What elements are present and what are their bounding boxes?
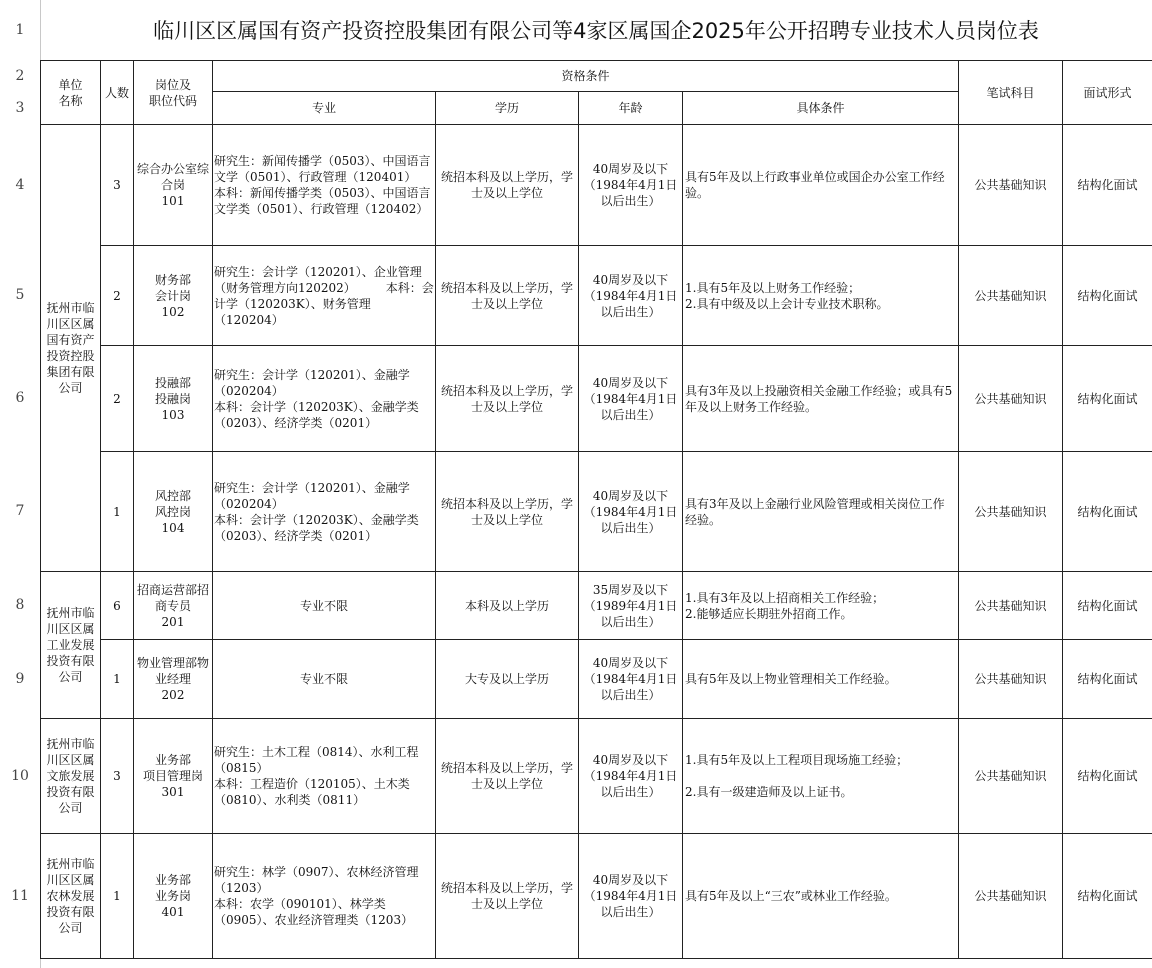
written-cell: 公共基础知识 bbox=[959, 834, 1063, 959]
position-cell: 财务部 会计岗 102 bbox=[134, 246, 213, 346]
age-cell: 40周岁及以下（1984年4月1日以后出生） bbox=[579, 346, 683, 452]
interview-cell: 结构化面试 bbox=[1063, 346, 1152, 452]
written-cell: 公共基础知识 bbox=[959, 346, 1063, 452]
row-number: 9 bbox=[15, 670, 25, 687]
header-position: 岗位及 职位代码 bbox=[134, 61, 213, 125]
header-qualifications: 资格条件 bbox=[213, 61, 959, 92]
specific-cell: 具有3年及以上金融行业风险管理或相关岗位工作经验。 bbox=[683, 452, 959, 572]
position-cell: 物业管理部物业经理 202 bbox=[134, 640, 213, 719]
written-cell: 公共基础知识 bbox=[959, 719, 1063, 834]
education-cell: 统招本科及以上学历，学士及以上学位 bbox=[436, 719, 579, 834]
education-cell: 统招本科及以上学历，学士及以上学位 bbox=[436, 346, 579, 452]
header-unit: 单位 名称 bbox=[41, 61, 101, 125]
position-cell: 投融部 投融岗 103 bbox=[134, 346, 213, 452]
header-education: 学历 bbox=[436, 92, 579, 125]
count-cell: 1 bbox=[101, 640, 134, 719]
header-written-exam: 笔试科目 bbox=[959, 61, 1063, 125]
specific-cell: 具有5年及以上物业管理相关工作经验。 bbox=[683, 640, 959, 719]
age-cell: 40周岁及以下（1984年4月1日以后出生） bbox=[579, 719, 683, 834]
education-cell: 统招本科及以上学历，学士及以上学位 bbox=[436, 834, 579, 959]
table-row bbox=[41, 640, 1152, 719]
age-cell: 40周岁及以下（1984年4月1日以后出生） bbox=[579, 452, 683, 572]
age-cell: 40周岁及以下（1984年4月1日以后出生） bbox=[579, 246, 683, 346]
interview-cell: 结构化面试 bbox=[1063, 125, 1152, 246]
position-cell: 风控部 风控岗 104 bbox=[134, 452, 213, 572]
unit-name: 抚州市临川区区属文旅发展投资有限公司 bbox=[41, 719, 101, 834]
header-interview: 面试形式 bbox=[1063, 61, 1152, 125]
specific-cell: 1.具有5年及以上工程项目现场施工经验； 2.具有一级建造师及以上证书。 bbox=[683, 719, 959, 834]
education-cell: 统招本科及以上学历，学士及以上学位 bbox=[436, 452, 579, 572]
written-cell: 公共基础知识 bbox=[959, 246, 1063, 346]
age-cell: 40周岁及以下（1984年4月1日以后出生） bbox=[579, 640, 683, 719]
unit-name: 抚州市临川区区属工业发展投资有限公司 bbox=[41, 572, 101, 719]
major-cell: 研究生：会计学（120201）、金融学（020204） 本科：会计学（120203K）、金融学类（0203）、经济学类（0201） bbox=[213, 346, 436, 452]
header-major: 专业 bbox=[213, 92, 436, 125]
count-cell: 2 bbox=[101, 346, 134, 452]
major-cell: 研究生：新闻传播学（0503）、中国语言文学（0501）、行政管理（120401） 本科：新闻传播学类（0503）、中国语言文学类（0501）、行政管理（120402） bbox=[213, 125, 436, 246]
education-cell: 统招本科及以上学历，学士及以上学位 bbox=[436, 125, 579, 246]
major-cell: 研究生：会计学（120201）、企业管理（财务管理方向120202） 本科：会计学（120203K）、财务管理（120204） bbox=[213, 246, 436, 346]
major-cell: 专业不限 bbox=[213, 572, 436, 640]
written-cell: 公共基础知识 bbox=[959, 125, 1063, 246]
header-count: 人数 bbox=[101, 61, 134, 125]
row-number: 5 bbox=[15, 287, 25, 303]
interview-cell: 结构化面试 bbox=[1063, 640, 1152, 719]
unit-name: 抚州市临川区区属国有资产投资控股集团有限公司 bbox=[41, 125, 101, 572]
recruitment-table bbox=[40, 60, 1152, 959]
age-cell: 40周岁及以下（1984年4月1日以后出生） bbox=[579, 125, 683, 246]
row-number: 4 bbox=[15, 176, 25, 193]
table-row bbox=[41, 719, 1152, 834]
row-number: 6 bbox=[15, 390, 25, 406]
count-cell: 6 bbox=[101, 572, 134, 640]
position-cell: 招商运营部招商专员 201 bbox=[134, 572, 213, 640]
count-cell: 1 bbox=[101, 452, 134, 572]
interview-cell: 结构化面试 bbox=[1063, 452, 1152, 572]
row-number: 11 bbox=[11, 887, 29, 904]
header-age: 年龄 bbox=[579, 92, 683, 125]
position-cell: 业务部 项目管理岗 301 bbox=[134, 719, 213, 834]
row-number: 1 bbox=[15, 22, 25, 38]
table-row bbox=[41, 834, 1152, 959]
major-cell: 专业不限 bbox=[213, 640, 436, 719]
count-cell: 3 bbox=[101, 125, 134, 246]
specific-cell: 具有5年及以上“三农”或林业工作经验。 bbox=[683, 834, 959, 959]
page-title: 临川区区属国有资产投资控股集团有限公司等4家区属国企2025年公开招聘专业技术人员岗位表 bbox=[153, 19, 1039, 43]
count-cell: 2 bbox=[101, 246, 134, 346]
table-row bbox=[41, 246, 1152, 346]
interview-cell: 结构化面试 bbox=[1063, 572, 1152, 640]
specific-cell: 1.具有5年及以上财务工作经验； 2.具有中级及以上会计专业技术职称。 bbox=[683, 246, 959, 346]
written-cell: 公共基础知识 bbox=[959, 452, 1063, 572]
row-number: 2 bbox=[15, 67, 25, 84]
education-cell: 本科及以上学历 bbox=[436, 572, 579, 640]
education-cell: 统招本科及以上学历，学士及以上学位 bbox=[436, 246, 579, 346]
written-cell: 公共基础知识 bbox=[959, 640, 1063, 719]
row-number: 7 bbox=[15, 503, 25, 519]
position-cell: 业务部 业务岗 401 bbox=[134, 834, 213, 959]
specific-cell: 具有5年及以上行政事业单位或国企办公室工作经验。 bbox=[683, 125, 959, 246]
interview-cell: 结构化面试 bbox=[1063, 246, 1152, 346]
unit-name: 抚州市临川区区属农林发展投资有限公司 bbox=[41, 834, 101, 959]
age-cell: 40周岁及以下（1984年4月1日以后出生） bbox=[579, 834, 683, 959]
table-row bbox=[41, 346, 1152, 452]
row-number: 8 bbox=[15, 597, 25, 613]
specific-cell: 具有3年及以上投融资相关金融工作经验；或具有5年及以上财务工作经验。 bbox=[683, 346, 959, 452]
row-number-gutter bbox=[0, 0, 41, 968]
row-number: 10 bbox=[11, 767, 29, 784]
written-cell: 公共基础知识 bbox=[959, 572, 1063, 640]
major-cell: 研究生：林学（0907）、农林经济管理（1203） 本科：农学（090101）、林学类（0905）、农业经济管理类（1203） bbox=[213, 834, 436, 959]
specific-cell: 1.具有3年及以上招商相关工作经验； 2.能够适应长期驻外招商工作。 bbox=[683, 572, 959, 640]
education-cell: 大专及以上学历 bbox=[436, 640, 579, 719]
interview-cell: 结构化面试 bbox=[1063, 719, 1152, 834]
header-specific: 具体条件 bbox=[683, 92, 959, 125]
table-row bbox=[41, 125, 1152, 246]
major-cell: 研究生：会计学（120201）、金融学（020204） 本科：会计学（120203K）、金融学类（0203）、经济学类（0201） bbox=[213, 452, 436, 572]
age-cell: 35周岁及以下（1989年4月1日以后出生） bbox=[579, 572, 683, 640]
row-number: 3 bbox=[15, 99, 25, 116]
table-row bbox=[41, 452, 1152, 572]
count-cell: 1 bbox=[101, 834, 134, 959]
major-cell: 研究生：土木工程（0814）、水利工程（0815） 本科：工程造价（120105）、土木类（0810）、水利类（0811） bbox=[213, 719, 436, 834]
table-row bbox=[41, 572, 1152, 640]
interview-cell: 结构化面试 bbox=[1063, 834, 1152, 959]
count-cell: 3 bbox=[101, 719, 134, 834]
position-cell: 综合办公室综合岗 101 bbox=[134, 125, 213, 246]
